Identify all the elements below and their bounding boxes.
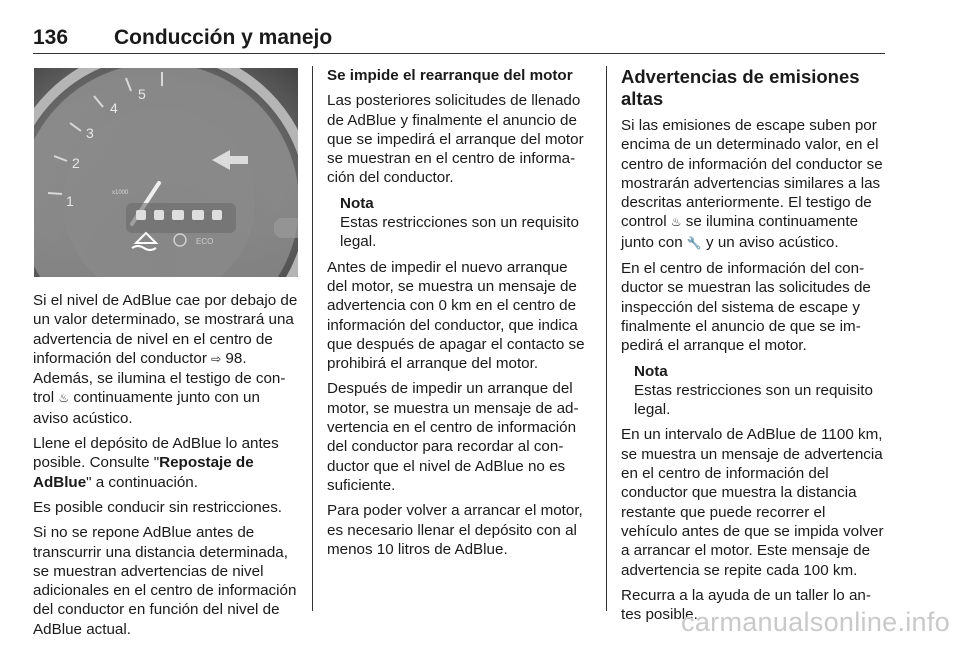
watermark: carmanualsonline.info xyxy=(681,607,950,637)
paragraph: Llene el depósito de AdBlue lo antes posible. Consulte "Repostaje de AdBlue" a continuación. xyxy=(33,435,279,491)
eco-label: ECO xyxy=(196,237,214,246)
note-box xyxy=(634,362,886,420)
page-header xyxy=(33,20,885,54)
column-divider xyxy=(606,66,607,611)
paragraph: Antes de impedir el nuevo arranque del motor, se muestra un mensaje de advertencia con 0 km en el centro de información del conductor, que indica que después de apagar el contacto se prohibirá el arranque del motor. xyxy=(327,258,585,373)
header-rule xyxy=(33,53,885,54)
gauge-number: 2 xyxy=(72,155,80,171)
page-number: 136 xyxy=(33,26,69,49)
gauge-unit: x1000 xyxy=(112,190,129,196)
column-middle xyxy=(327,66,592,565)
column-right xyxy=(621,66,886,630)
gauge-number: 4 xyxy=(110,100,118,116)
gauge-number: 1 xyxy=(66,193,74,209)
page-reference-icon: ⇨ xyxy=(211,351,222,366)
gauge-number: 5 xyxy=(138,86,146,102)
paragraph: En el centro de información del conductor se muestran las solicitudes de inspección del sistema de escape y finalmente el anuncio de que se impedirá el arranque el motor. xyxy=(621,260,871,355)
gauge-number: 3 xyxy=(86,125,94,141)
note-text: Estas restricciones son un requisito legal. xyxy=(634,381,873,419)
note-title: Nota xyxy=(634,362,668,380)
instrument-cluster-illustration xyxy=(34,68,298,277)
adblue-warning-icon: ♨ xyxy=(670,215,682,230)
note-text: Estas restricciones son un requisito legal. xyxy=(340,214,579,251)
paragraph: Las posteriores solicitudes de llenado de AdBlue y finalmente el anuncio de que se impedirá el arranque del motor se muestran en el centro de información del conductor. xyxy=(327,92,584,187)
chapter-title: Conducción y manejo xyxy=(114,26,333,49)
paragraph: Si las emisiones de escape suben por encima de un determinado valor, en el centro de información del conductor se mostrarán advertencias similares a las descritas anteriormente. El testigo de control ♨ se ilumina continuamente junto con 🔧 y un aviso acústico. xyxy=(621,117,883,251)
paragraph: En un intervalo de AdBlue de 1100 km, se muestra un mensaje de advertencia en el centro de información del conductor que muestra la distancia restante que puede recorrer el vehículo antes de que se impida volver a arrancar el motor. Este mensaje de advertencia se repite cada 100 km. xyxy=(621,426,884,579)
column-divider xyxy=(312,66,313,611)
paragraph: Después de impedir un arranque del motor, se muestra un mensaje de advertencia en el centro de información del conductor para recordar al conductor que el nivel de AdBlue no es suficiente. xyxy=(327,380,579,494)
paragraph: Es posible conducir sin restricciones. xyxy=(33,498,283,516)
adblue-warning-icon: ♨ xyxy=(58,391,70,406)
cross-reference: Repostaje de AdBlue xyxy=(33,454,254,491)
display-edge xyxy=(274,218,298,238)
paragraph: Para poder volver a arrancar el motor, es necesario llenar el depósito con al menos 10 litros de AdBlue. xyxy=(327,502,583,558)
note-box xyxy=(340,194,592,252)
instrument-cluster-photo xyxy=(34,68,298,277)
wrench-icon: 🔧 xyxy=(686,235,702,250)
section-heading: Advertencias de emisiones altas xyxy=(621,66,860,109)
paragraph: Si no se repone AdBlue antes de transcurrir una distancia determinada, se muestran advertencias de nivel adicionales en el centro de información del conductor en función del nivel de AdBlue actual. xyxy=(33,524,297,638)
column-left xyxy=(33,291,299,645)
note-title: Nota xyxy=(340,194,374,212)
section-heading: Se impide el rearranque del motor xyxy=(327,67,573,84)
paragraph: Recurra a la ayuda de un taller lo antes posible. xyxy=(621,586,871,624)
paragraph: Si el nivel de AdBlue cae por debajo de un valor determinado, se mostrará una advertencia de nivel en el centro de información del conductor ⇨ 98. Además, se ilumina el testigo de control ♨ continuamente junto con un aviso acústico. xyxy=(33,292,298,427)
